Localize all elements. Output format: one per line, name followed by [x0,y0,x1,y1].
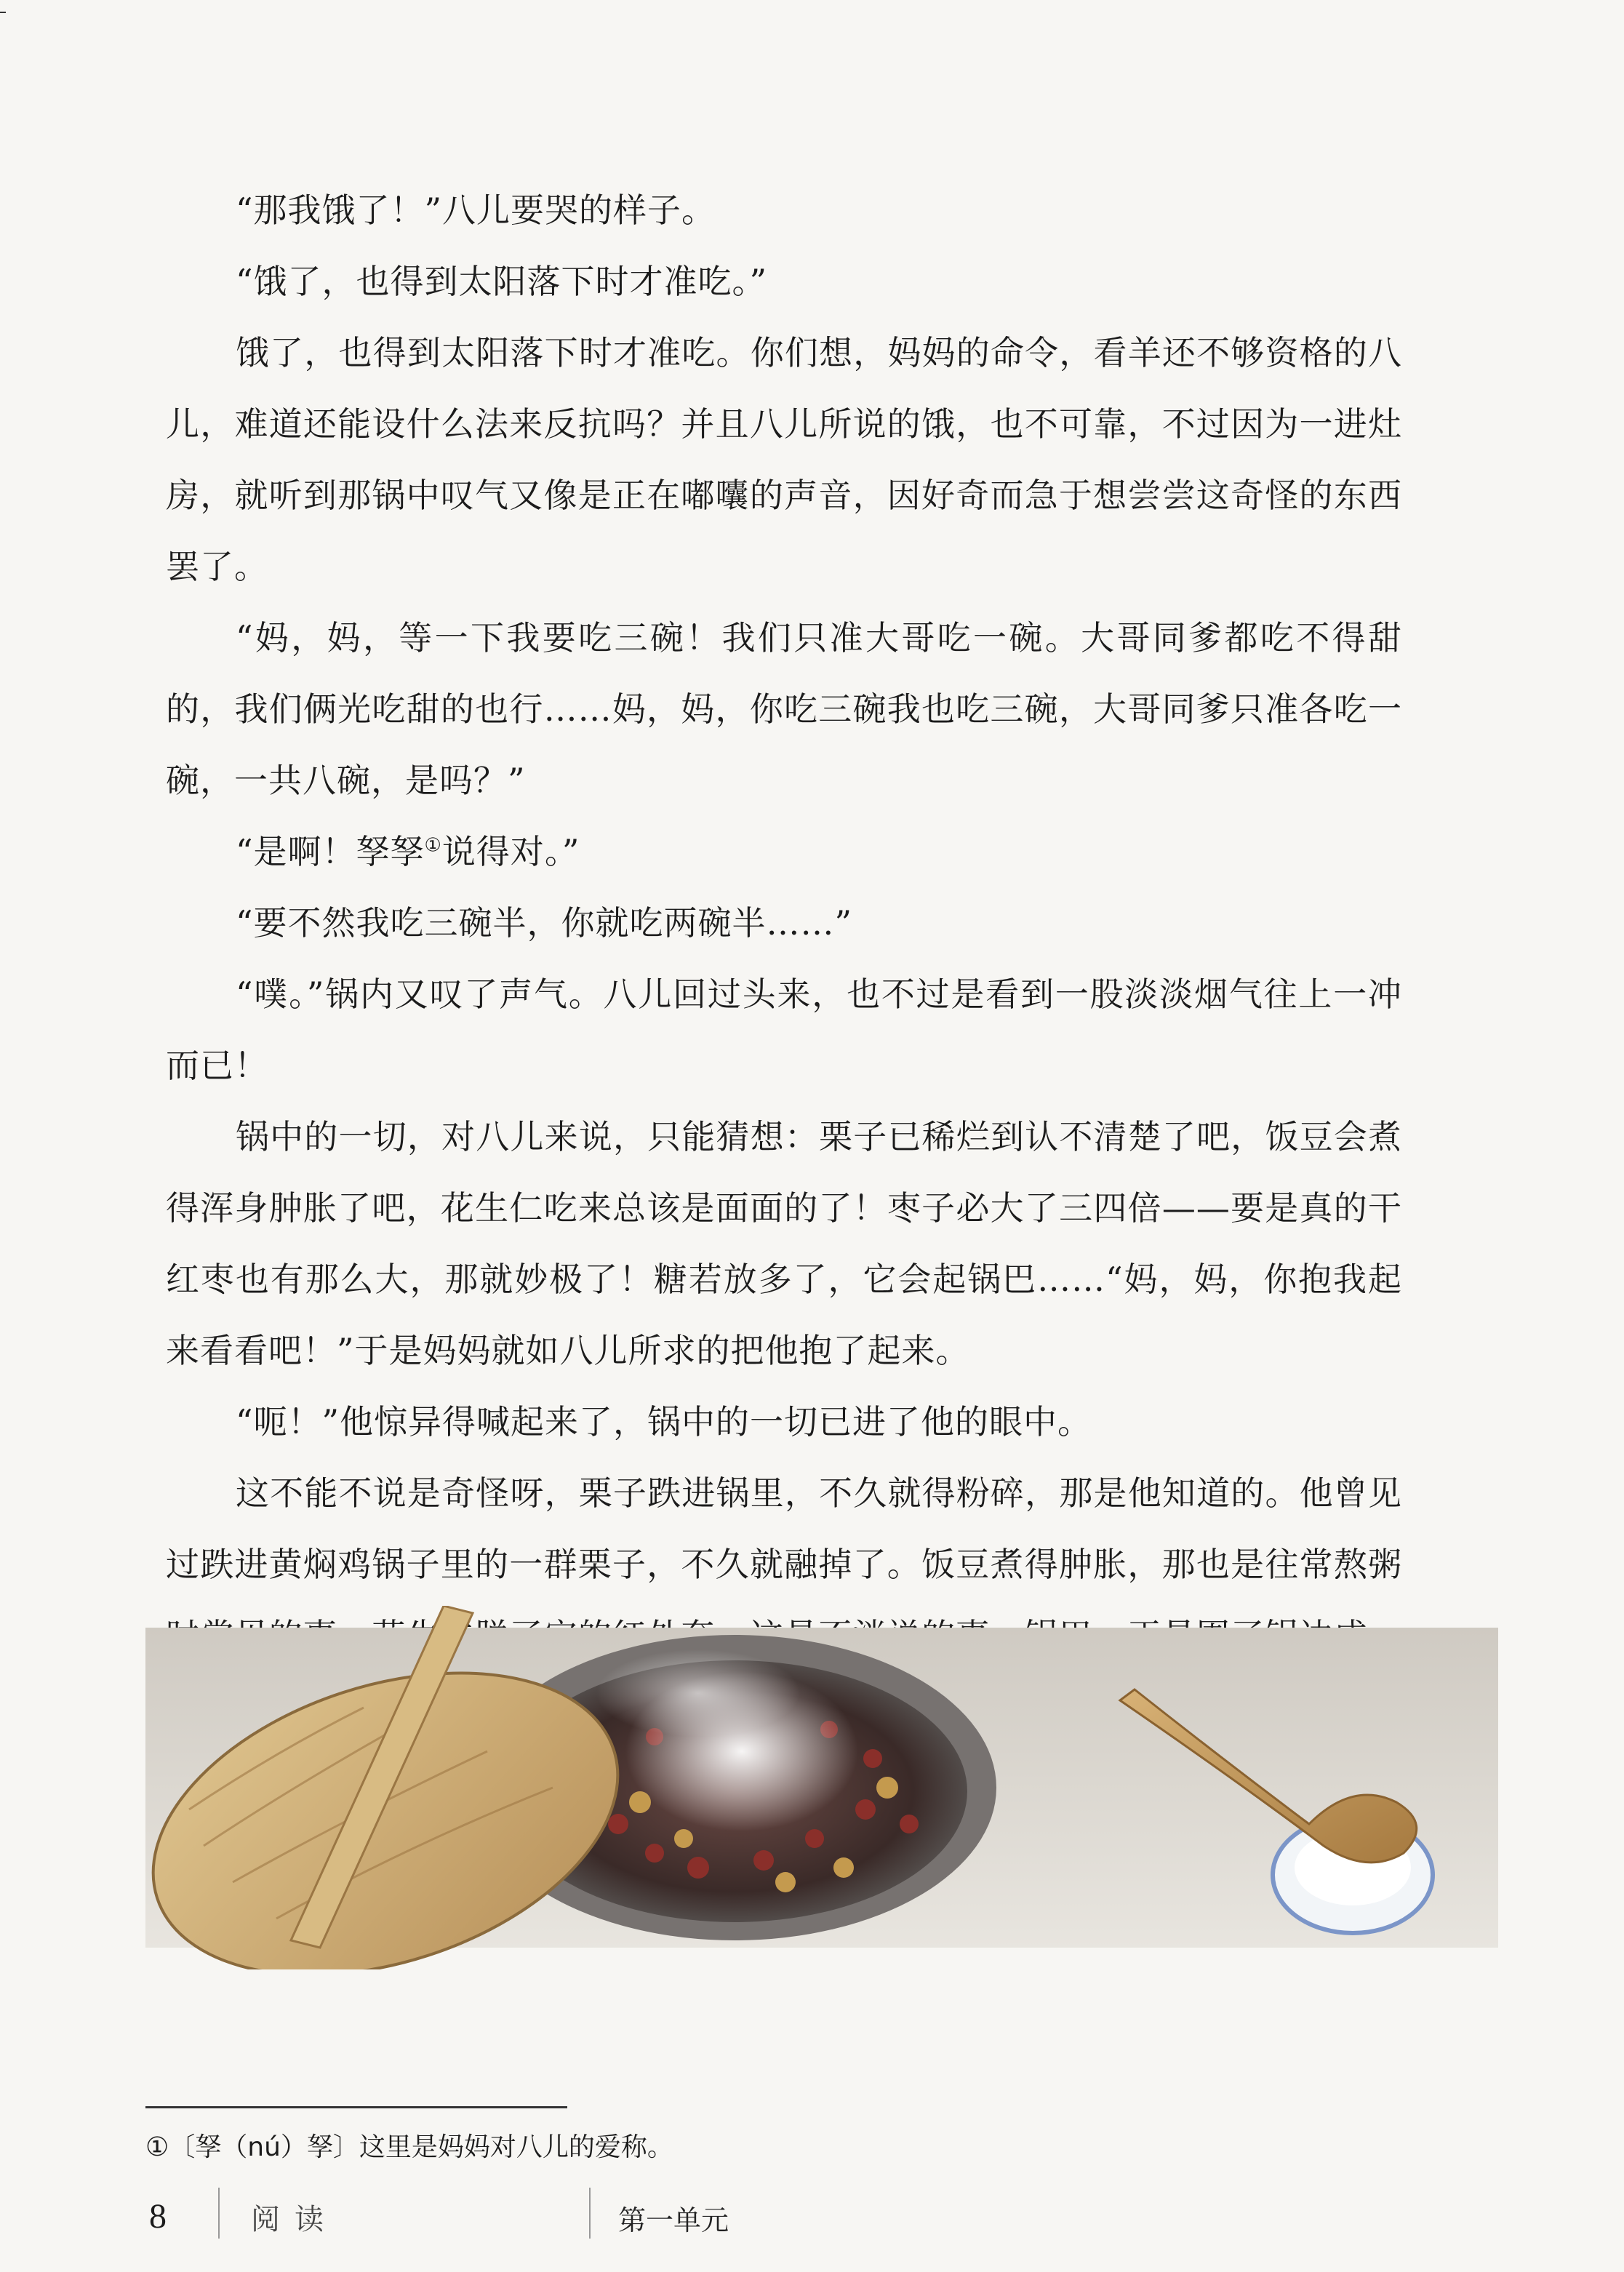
porridge-pot-illustration [145,1606,1498,1969]
section-label: 阅读 [251,2203,338,2236]
paragraph: “要不然我吃三碗半，你就吃两碗半……” [236,903,853,943]
footnote-divider [145,2106,567,2108]
footnote: ①〔孥（nú）孥〕这里是妈妈对八儿的爱称。 [145,2132,673,2162]
paragraph: “噗。”锅内又叹了声气。八儿回过头来，也不过是看到一股淡淡烟气往上一冲而已！ [166,975,1402,1085]
footer-divider [589,2188,591,2239]
paragraph: “那我饿了！”八儿要哭的样子。 [236,191,716,230]
footer-divider [218,2188,220,2239]
paragraph: 饿了，也得到太阳落下时才准吃。你们想，妈妈的命令，看羊还不够资格的八儿，难道还能设什么法来反抗吗？并且八儿所说的饿，也不可靠，不过因为一进灶房，就听到那锅中叹气又像是正在嘟囔的声音，因好奇而急于想尝尝这奇怪的东西罢了。 [166,333,1402,586]
paragraph-text: 说得对。” [441,832,580,871]
article-body [166,175,1402,1743]
paragraph: “饿了，也得到太阳落下时才准吃。” [236,262,768,301]
paragraph: “呃！”他惊异得喊起来了，锅中的一切已进了他的眼中。 [236,1402,1092,1441]
page-footer [0,2175,1624,2262]
paragraph: “妈，妈，等一下我要吃三碗！我们只准大哥吃一碗。大哥同爹都吃不得甜的，我们俩光吃甜的也行……妈，妈，你吃三碗我也吃三碗，大哥同爹只准各吃一碗，一共八碗，是吗？” [166,618,1402,800]
scan-corner-mark [0,12,6,13]
paragraph-with-footnote [166,816,1402,887]
unit-label: 第一单元 [618,2204,729,2236]
paragraph: 锅中的一切，对八儿来说，只能猜想：栗子已稀烂到认不清楚了吧，饭豆会煮得浑身肿胀了吧，花生仁吃来总该是面面的了！枣子必大了三四倍——要是真的干红枣也有那么大，那就妙极了！糖若放多了，它会起锅巴……“妈，妈，你抱我起来看看吧！”于是妈妈就如八儿所求的把他抱了起来。 [166,1117,1402,1370]
paragraph-text: “是啊！孥孥 [236,832,425,871]
paragraph: 这不能不说是奇怪呀，栗子跌进锅里，不久就得粉碎，那是他知道的。他曾见过跌进黄焖鸡锅子里的一群栗子，不久就融掉了。饭豆煮得肿胀，那也是往常熬粥 [166,1473,1402,1584]
footnote-marker: ① [424,834,442,857]
page-number: 8 [149,2197,167,2236]
